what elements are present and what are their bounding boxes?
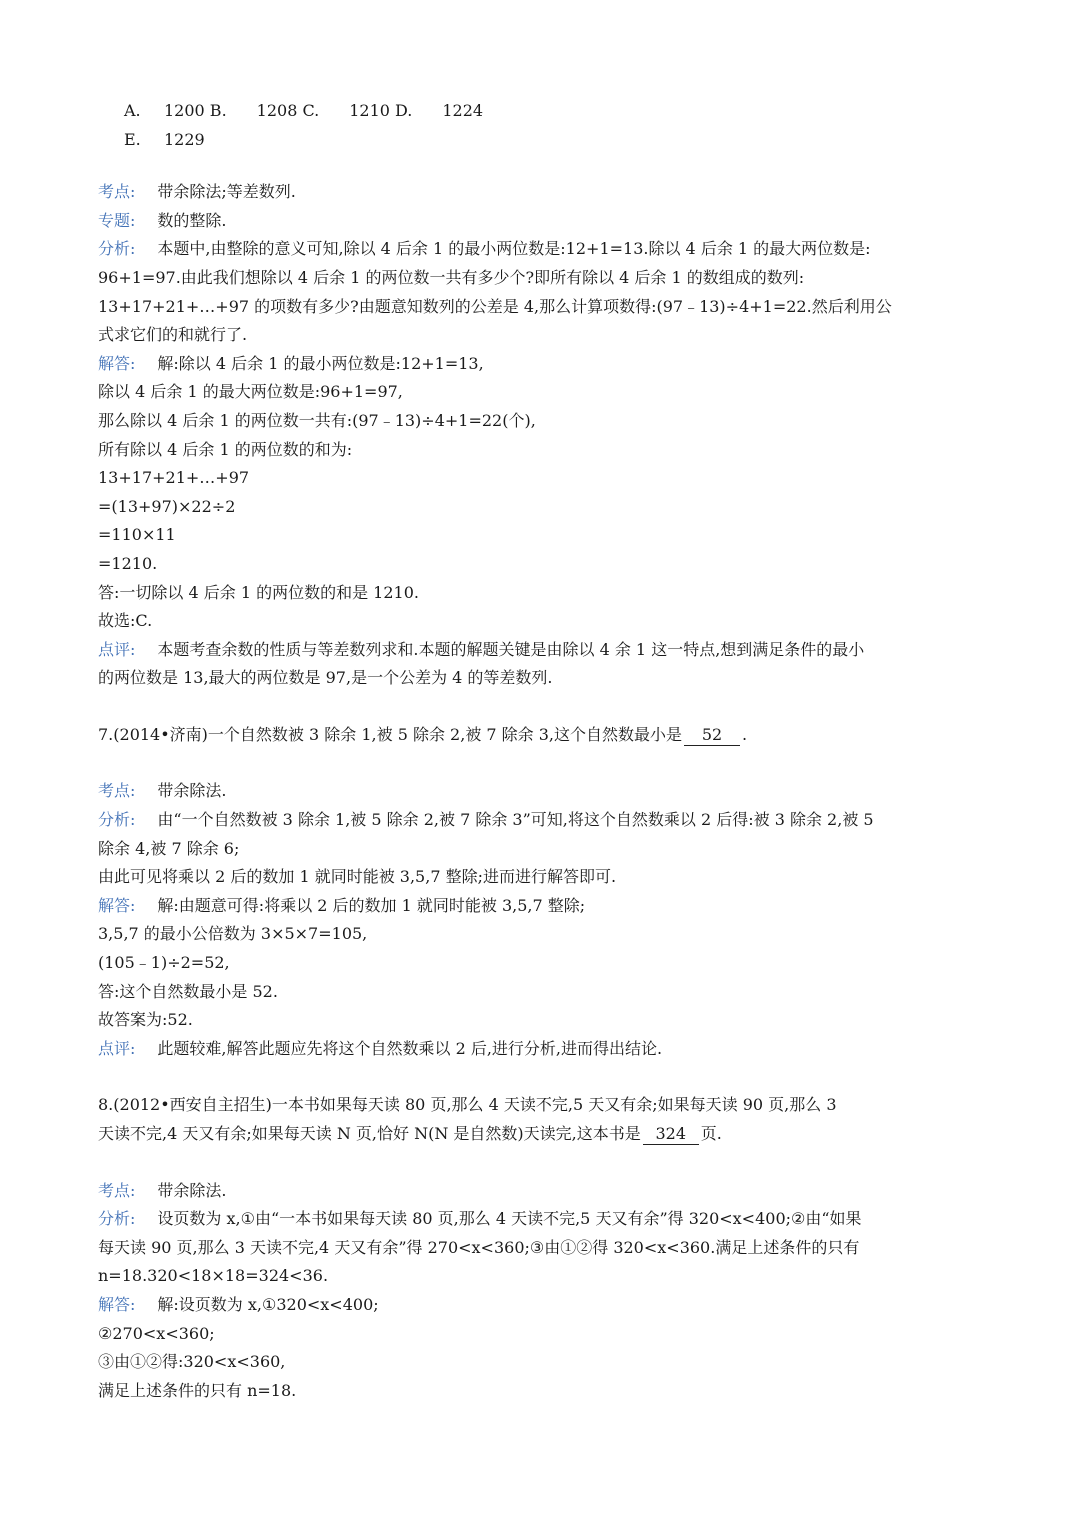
text-line: 满足上述条件的只有 n=18. [98, 1380, 297, 1400]
text-line: 由此可见将乘以 2 后的数加 1 就同时能被 3,5,7 整除;进而进行解答即可. [98, 867, 617, 887]
option-letter: A. [124, 101, 141, 120]
q7-dianping [98, 1035, 982, 1064]
section-tag: 点评: [98, 639, 136, 659]
spacer [98, 749, 982, 777]
text-line: 每天读 90 页,那么 3 天读不完,4 天又有余”得 270<x<360;③由①②得 320<x<360.满足上述条件的只有 [98, 1237, 860, 1257]
section-text: 带余除法;等差数列. [157, 182, 296, 202]
text-line: n=18.320<18×18=324<36. [98, 1266, 329, 1286]
text-line: =110×11 [98, 525, 176, 545]
text-line: 那么除以 4 后余 1 的两位数一共有:(97﹣13)÷4+1=22(个), [98, 410, 536, 430]
section-tag: 考点: [98, 1180, 136, 1200]
option-value: 1210 D. [349, 101, 413, 120]
option-letter: E. [124, 129, 141, 149]
spacer [98, 154, 982, 178]
q7-fenxi [98, 806, 982, 835]
question-text: 7.(2014•济南)一个自然数被 3 除余 1,被 5 除余 2,被 7 除余 3,这个自然数最小是 [98, 724, 683, 744]
section-text: 解:设页数为 x,①320<x<400; [157, 1294, 379, 1314]
question-text: 天读不完,4 天又有余;如果每天读 N 页,恰好 N(N 是自然数)天读完,这本书是 [98, 1124, 641, 1143]
section-tag: 点评: [98, 1038, 136, 1058]
text-line: =(13+97)×22÷2 [98, 496, 236, 516]
spacer [98, 1149, 982, 1177]
text-line: 故答案为:52. [98, 1010, 193, 1030]
question-text: 页. [700, 1124, 722, 1143]
q6-dianping [98, 636, 982, 665]
question-text: . [742, 724, 748, 744]
q7-jieda [98, 892, 982, 921]
q7-stem [98, 721, 982, 750]
section-tag: 考点: [98, 182, 136, 202]
option-value: 1229 [164, 129, 205, 149]
text-line: ③由①②得:320<x<360, [98, 1352, 286, 1372]
text-line: 的两位数是 13,最大的两位数是 97,是一个公差为 4 的等差数列. [98, 668, 553, 688]
text-line: (105﹣1)÷2=52, [98, 953, 230, 973]
spacer [98, 1063, 982, 1091]
text-line: 答:一切除以 4 后余 1 的两位数的和是 1210. [98, 582, 419, 602]
section-text: 本题中,由整除的意义可知,除以 4 后余 1 的最小两位数是:12+1=13.除以 4 后余 1 的最大两位数是: [157, 239, 871, 259]
q6-kaodian [98, 178, 982, 207]
option-value: 1200 B. [164, 101, 227, 120]
text-line: 13+17+21+…+97 [98, 468, 250, 488]
text-line: =1210. [98, 553, 158, 573]
section-tag: 分析: [98, 1209, 136, 1229]
text-line: ②270<x<360; [98, 1323, 215, 1343]
option-value: 1208 C. [256, 101, 320, 120]
text-line: 故选:C. [98, 611, 153, 631]
q6-fenxi [98, 235, 982, 264]
text-line: 13+17+21+…+97 的项数有多少?由题意知数列的公差是 4,那么计算项数得:(97﹣13)÷4+1=22.然后利用公 [98, 296, 892, 316]
section-tag: 解答: [98, 353, 136, 373]
section-text: 由“一个自然数被 3 除余 1,被 5 除余 2,被 7 除余 3”可知,将这个自然数乘以 2 后得:被 3 除余 2,被 5 [157, 810, 874, 830]
q6-zhuanti [98, 207, 982, 236]
section-text: 数的整除. [157, 210, 227, 230]
section-tag: 解答: [98, 1294, 136, 1314]
section-text: 解:除以 4 后余 1 的最小两位数是:12+1=13, [157, 353, 484, 373]
section-tag: 考点: [98, 781, 136, 801]
section-text: 此题较难,解答此题应先将这个自然数乘以 2 后,进行分析,进而得出结论. [157, 1038, 663, 1058]
text-line: 96+1=97.由此我们想除以 4 后余 1 的两位数一共有多少个?即所有除以 4 后余 1 的数组成的数列: [98, 267, 805, 287]
text-line: 所有除以 4 后余 1 的两位数的和为: [98, 439, 353, 459]
answer-blank: 52 [684, 725, 740, 746]
q6-jieda [98, 350, 982, 379]
section-text: 解:由题意可得:将乘以 2 后的数加 1 就同时能被 3,5,7 整除; [157, 895, 586, 915]
section-text: 设页数为 x,①由“一本书如果每天读 80 页,那么 4 天读不完,5 天又有余”得 320<x<400;②由“如果 [157, 1209, 862, 1229]
section-tag: 分析: [98, 239, 136, 259]
text-line: 答:这个自然数最小是 52. [98, 981, 278, 1001]
option-value: 1224 [442, 101, 484, 120]
text-line: 除余 4,被 7 除余 6; [98, 838, 240, 858]
section-text: 本题考查余数的性质与等差数列求和.本题的解题关键是由除以 4 余 1 这一特点,想到满足条件的最小 [157, 639, 865, 659]
section-tag: 专题: [98, 210, 136, 230]
text-line: 除以 4 后余 1 的最大两位数是:96+1=97, [98, 382, 403, 402]
q8-fenxi [98, 1205, 982, 1234]
q8-stem-line-2 [98, 1120, 982, 1149]
q8-kaodian [98, 1177, 982, 1206]
options-row-1 [98, 97, 982, 126]
q7-kaodian [98, 777, 982, 806]
section-tag: 分析: [98, 810, 136, 830]
section-text: 带余除法. [157, 1180, 227, 1200]
q8-jieda [98, 1291, 982, 1320]
spacer [98, 693, 982, 721]
options-row-2 [98, 126, 982, 155]
section-text: 带余除法. [157, 781, 227, 801]
section-tag: 解答: [98, 895, 136, 915]
text-line: 式求它们的和就行了. [98, 325, 248, 345]
text-line: 3,5,7 的最小公倍数为 3×5×7=105, [98, 924, 368, 944]
q8-stem-line-1: 8.(2012•西安自主招生)一本书如果每天读 80 页,那么 4 天读不完,5 天又有余;如果每天读 90 页,那么 3 [98, 1095, 837, 1115]
answer-blank: 324 [643, 1124, 699, 1145]
